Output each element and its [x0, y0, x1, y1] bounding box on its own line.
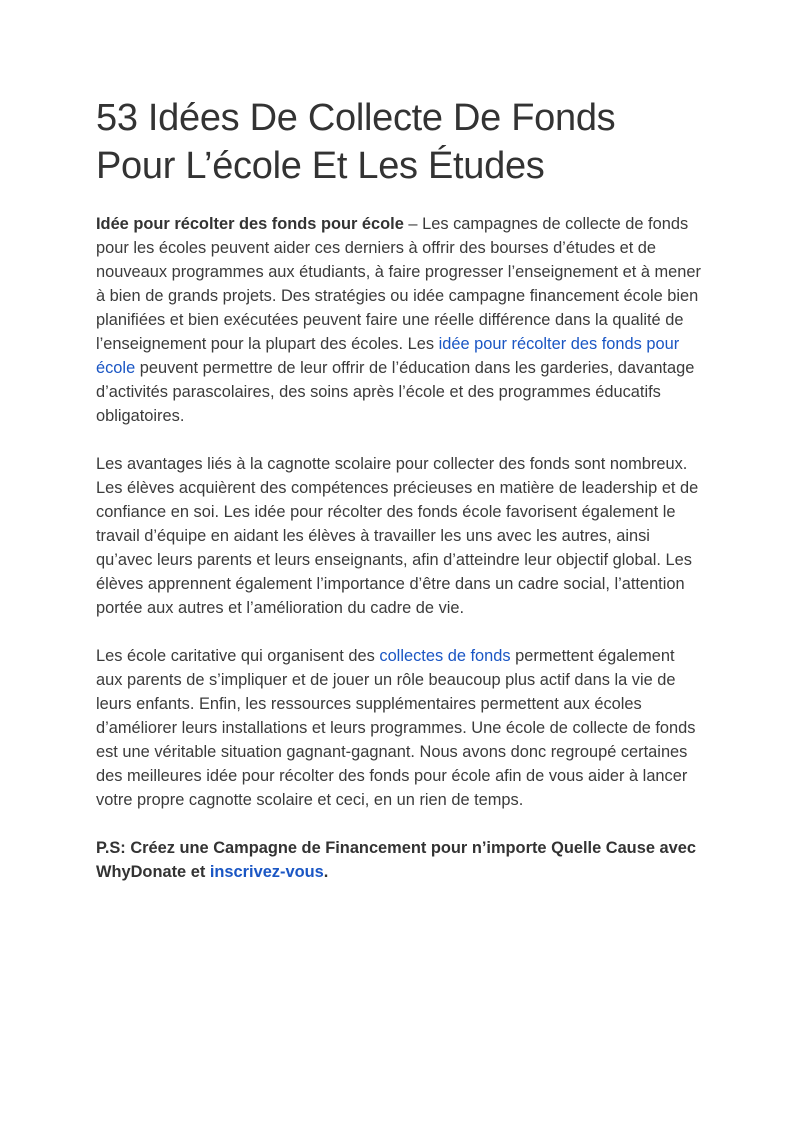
intro-paragraph — [96, 212, 701, 428]
charity-paragraph — [96, 644, 701, 812]
ps-paragraph — [96, 836, 701, 884]
fundraising-link[interactable]: collectes de fonds — [379, 647, 511, 665]
ps-text-a: P.S: Créez une Campagne de Financement pour n’importe Quelle Cause avec WhyDonate et — [96, 839, 696, 881]
benefits-paragraph: Les avantages liés à la cagnotte scolaire pour collecter des fonds sont nombreux. Les élèves acquièrent des compétences précieuses en matière de leadership et de confiance en soi. Les idée pour récolter des fonds école favorisent également le travail d’équipe en aidant les élèves à travailler les uns avec les autres, ainsi qu’avec leurs parents et leurs enseignants, afin d’atteindre leur objectif global. Les élèves apprennent également l’importance d’être dans un cadre social, l’attention portée aux autres et l’amélioration du cadre de vie. — [96, 455, 699, 617]
intro-text-b: peuvent permettre de leur offrir de l’éducation dans les garderies, davantage d’activités parascolaires, des soins après l’école et des programmes éducatifs obligatoires. — [96, 359, 695, 425]
charity-text-b: permettent également aux parents de s’impliquer et de jouer un rôle beaucoup plus actif dans la vie de leurs enfants. Enfin, les ressources supplémentaires permettent aux écoles d’améliorer leurs installations et leurs programmes. Une école de collecte de fonds est une véritable situation gagnant-gagnant. Nous avons donc regroupé certaines des meilleures idée pour récolter des fonds pour école afin de vous aider à lancer votre propre cagnotte scolaire et ceci, en un rien de temps. — [96, 647, 696, 809]
article-content — [96, 94, 701, 884]
fundraising-ideas-link[interactable]: idée pour récolter des fonds pour école — [96, 335, 680, 377]
signup-link[interactable]: inscrivez-vous — [209, 863, 324, 881]
intro-text-a: – Les campagnes de collecte de fonds pour les écoles peuvent aider ces derniers à offrir des bourses d’études et de nouveaux programmes aux étudiants, à faire progresser l’enseignement et à mener à bien de grands projets. Des stratégies ou idée campagne financement école bien planifiées et bien exécutées peuvent faire une réelle différence dans la qualité de l’enseignement pour la plupart des écoles. Les — [96, 215, 701, 353]
ps-text-b: . — [323, 863, 329, 881]
intro-lead: Idée pour récolter des fonds pour école — [96, 215, 404, 233]
page-title: 53 Idées De Collecte De Fonds Pour L’école Et Les Études — [96, 97, 616, 187]
charity-text-a: Les école caritative qui organisent des — [96, 647, 380, 665]
